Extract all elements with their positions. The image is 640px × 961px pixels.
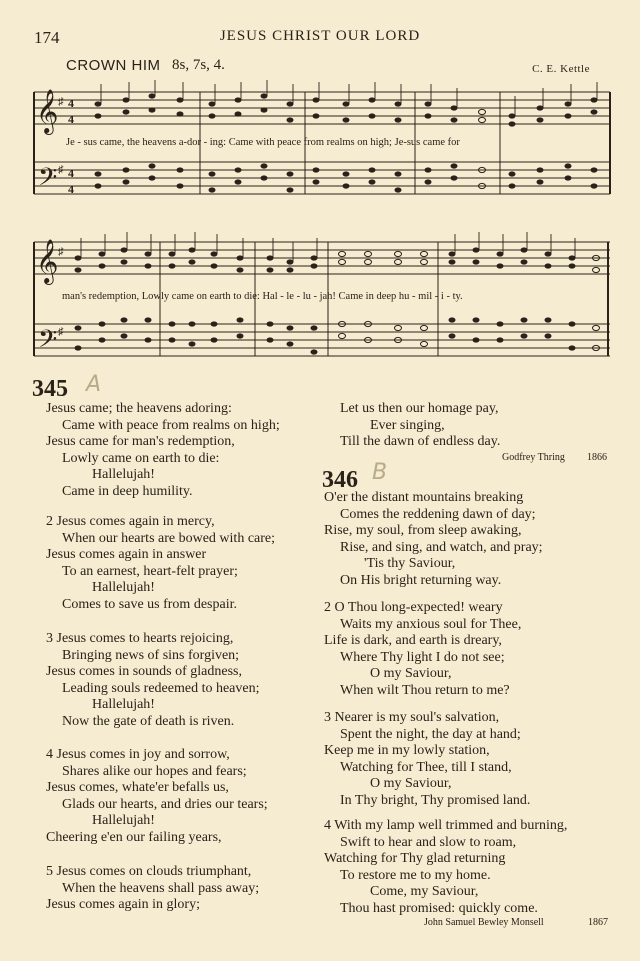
- hymn-345-stanza-2: [46, 514, 275, 614]
- hymn-346-stanza-3: [324, 710, 530, 810]
- hymn-346-stanza-1: [324, 490, 543, 590]
- verse-line: Keep me in my lowly station,: [324, 743, 490, 759]
- verse-line: To restore me to my home.: [340, 867, 491, 883]
- verse-line: Thou hast promised: quickly come.: [340, 900, 538, 916]
- verse-line: Came in deep humility.: [62, 483, 193, 499]
- svg-text:4: 4: [68, 166, 74, 180]
- hymn-345-stanza-5: [46, 864, 259, 914]
- verse-line: On His bright returning way.: [340, 572, 502, 588]
- svg-text:𝄞: 𝄞: [36, 239, 59, 283]
- verse-line: Bringing news of sins forgiven;: [62, 647, 240, 663]
- svg-text:𝄢: 𝄢: [38, 325, 58, 360]
- verse-line: Where Thy light I do not see;: [340, 649, 505, 665]
- svg-text:♯: ♯: [58, 246, 64, 258]
- verse-line: Jesus came for man's redemption,: [46, 434, 235, 450]
- hymn-345-stanza-3: [46, 631, 259, 731]
- verse-line: 5 Jesus comes on clouds triumphant,: [46, 864, 252, 879]
- verse-line: Jesus comes in sounds of gladness,: [46, 664, 242, 680]
- verse-line: O my Saviour,: [370, 776, 452, 792]
- verse-line: Jesus comes again in glory;: [46, 897, 200, 913]
- composer: C. E. Kettle: [532, 63, 590, 75]
- hymn-346-author: John Samuel Bewley Monsell: [424, 917, 544, 928]
- tune-name: CROWN HIM: [66, 57, 161, 74]
- verse-line: Jesus came; the heavens adoring:: [46, 401, 232, 416]
- hymn-345-number: 345: [32, 376, 68, 402]
- verse-line: When the heavens shall pass away;: [62, 880, 260, 896]
- verse-line: When our hearts are bowed with care;: [62, 530, 276, 546]
- verse-line: Till the dawn of endless day.: [340, 434, 501, 450]
- music-system-1: [0, 80, 640, 220]
- verse-line: To an earnest, heart-felt prayer;: [62, 563, 238, 579]
- hymn-346-number: 346: [322, 467, 358, 493]
- verse-line: Now the gate of death is riven.: [62, 713, 235, 729]
- verse-line: 4 With my lamp well trimmed and burning,: [324, 818, 568, 833]
- verse-line: Come, my Saviour,: [370, 884, 479, 900]
- hymn-345-stanza-1: [46, 401, 280, 501]
- svg-text:4: 4: [68, 112, 74, 126]
- hymn-346-pencil-mark: B: [372, 460, 388, 485]
- running-head: JESUS CHRIST OUR LORD: [219, 28, 421, 44]
- verse-line: Came with peace from realms on high;: [62, 417, 280, 433]
- tune-meter: 8s, 7s, 4.: [172, 57, 225, 73]
- svg-text:4: 4: [68, 182, 74, 196]
- hymn-346-stanza-4: [324, 818, 567, 918]
- page-number: 174: [34, 28, 60, 47]
- svg-text:𝄞: 𝄞: [36, 89, 59, 133]
- verse-line: Lowly came on earth to die:: [62, 450, 220, 466]
- verse-line: Jesus comes again in answer: [46, 547, 207, 563]
- verse-line: Rise, and sing, and watch, and pray;: [340, 539, 543, 555]
- verse-line: Comes the reddening dawn of day;: [340, 506, 536, 522]
- hymn-345-stanza-4: [46, 747, 268, 847]
- verse-line: Watching for Thy glad returning: [324, 851, 506, 867]
- hymn-345-year: 1866: [587, 452, 607, 463]
- lyrics-line-1: Je - sus came, the heavens a-dor - ing: Came with peace from realms on high; Je-sus came for: [66, 137, 460, 148]
- verse-line: Hallelujah!: [92, 813, 155, 829]
- verse-line: In Thy bright, Thy promised land.: [340, 792, 531, 808]
- verse-line: O'er the distant mountains breaking: [324, 490, 524, 505]
- bass-staff-lines-1: [34, 162, 610, 194]
- verse-line: 3 Nearer is my soul's salvation,: [324, 710, 500, 725]
- treble-staff-lines-2: [34, 242, 610, 274]
- hymn-346-year: 1867: [588, 917, 608, 928]
- verse-line: Life is dark, and earth is dreary,: [324, 633, 502, 649]
- hymn-345-author: Godfrey Thring: [502, 452, 565, 463]
- svg-text:♯: ♯: [58, 96, 64, 108]
- svg-text:♯: ♯: [58, 326, 64, 338]
- verse-line: When wilt Thou return to me?: [340, 682, 510, 698]
- verse-line: Rise, my soul, from sleep awaking,: [324, 523, 522, 539]
- verse-line: Let us then our homage pay,: [340, 401, 499, 416]
- verse-line: 2 O Thou long-expected! weary: [324, 600, 503, 615]
- hymn-345-continuation: [340, 401, 500, 451]
- verse-line: Hallelujah!: [92, 467, 155, 483]
- svg-text:♯: ♯: [58, 164, 64, 176]
- verse-line: Comes to save us from despair.: [62, 596, 237, 612]
- svg-text:4: 4: [68, 96, 74, 110]
- hymn-346-stanza-2: [324, 600, 521, 700]
- verse-line: Cheering e'en our failing years,: [46, 829, 222, 845]
- verse-line: 2 Jesus comes again in mercy,: [46, 514, 215, 529]
- verse-line: Shares alike our hopes and fears;: [62, 763, 247, 779]
- hymn-345-pencil-mark: A: [86, 372, 102, 397]
- verse-line: Swift to hear and slow to roam,: [340, 834, 517, 850]
- verse-line: O my Saviour,: [370, 666, 452, 682]
- verse-line: Hallelujah!: [92, 697, 155, 713]
- verse-line: 3 Jesus comes to hearts rejoicing,: [46, 631, 234, 646]
- lyrics-line-2: man's redemption, Lowly came on earth to die: Hal - le - lu - jah! Came in deep hu - mil - i - ty.: [62, 291, 463, 302]
- verse-line: Waits my anxious soul for Thee,: [340, 616, 522, 632]
- verse-line: Spent the night, the day at hand;: [340, 726, 521, 742]
- verse-line: Hallelujah!: [92, 580, 155, 596]
- verse-line: 4 Jesus comes in joy and sorrow,: [46, 747, 230, 762]
- verse-line: Glads our hearts, and dries our tears;: [62, 796, 268, 812]
- verse-line: Ever singing,: [370, 417, 445, 433]
- verse-line: 'Tis thy Saviour,: [364, 556, 456, 572]
- verse-line: Watching for Thee, till I stand,: [340, 759, 512, 775]
- verse-line: Leading souls redeemed to heaven;: [62, 680, 260, 696]
- bass-staff-lines-2: [34, 324, 610, 356]
- treble-staff-lines-1: [34, 92, 610, 124]
- verse-line: Jesus comes, whate'er befalls us,: [46, 780, 229, 796]
- svg-text:𝄢: 𝄢: [38, 163, 58, 198]
